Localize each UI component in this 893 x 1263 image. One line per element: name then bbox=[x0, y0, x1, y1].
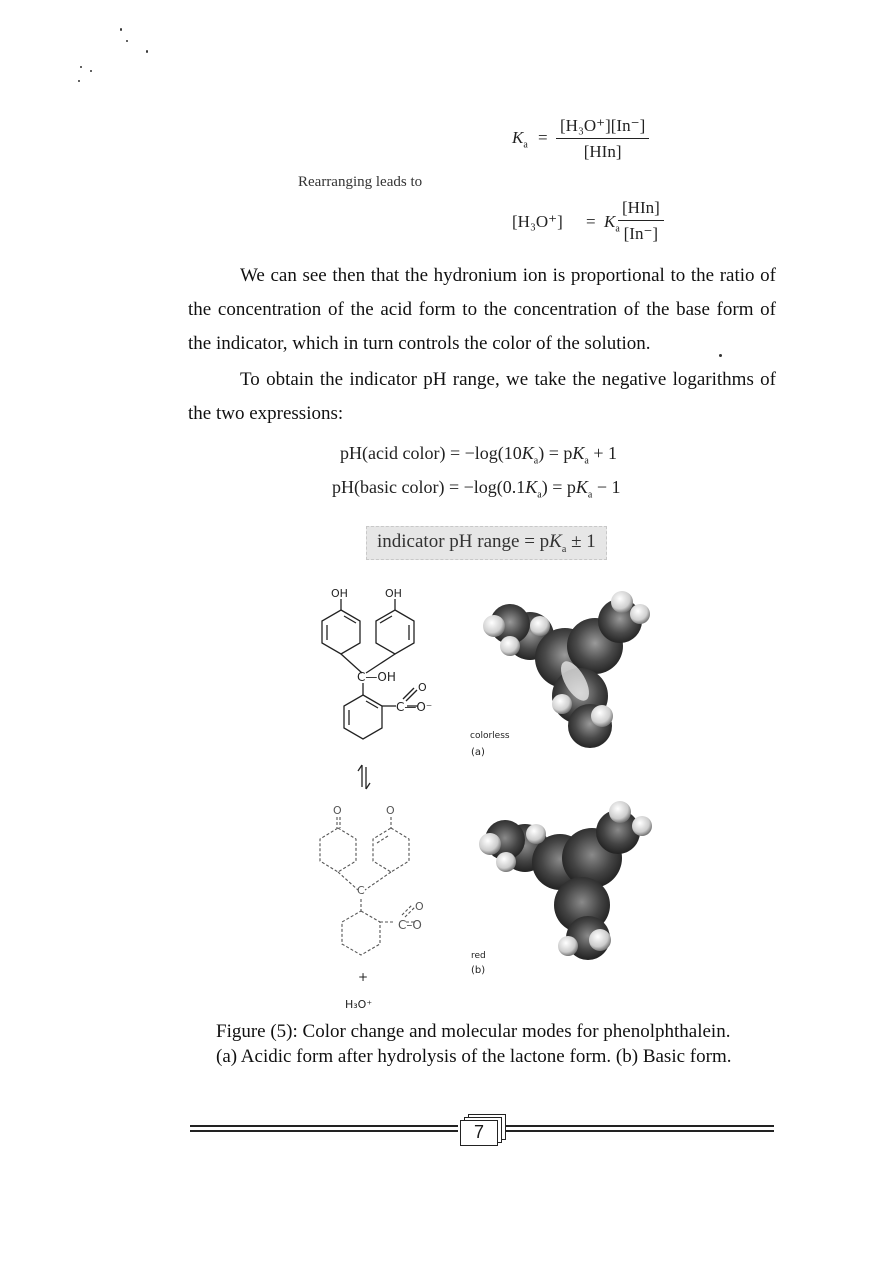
h3o-lhs: [H₃O⁺] bbox=[512, 212, 563, 231]
label-c-oh: C—OH bbox=[357, 670, 396, 684]
h3o-numerator: [HIn] bbox=[618, 198, 664, 221]
label-o-left: O bbox=[333, 804, 342, 817]
ph-basic-k: K bbox=[525, 477, 538, 497]
ph-basic-rhs: − 1 bbox=[596, 477, 621, 497]
molecular-model-b bbox=[470, 800, 660, 970]
ph-basic-sub: a bbox=[537, 489, 542, 501]
footer-rule-left-top bbox=[190, 1125, 458, 1127]
phenolphthalein-structures bbox=[300, 585, 460, 1015]
ph-basic-mid: ) = p bbox=[541, 477, 576, 497]
ka-subscript: a bbox=[523, 139, 528, 151]
label-oh-right: OH bbox=[385, 587, 402, 600]
model-b-tag: (b) bbox=[471, 965, 486, 976]
figure-caption-line1: Figure (5): Color change and molecular modes for phenolphthalein. bbox=[216, 1021, 731, 1042]
ph-acid-rhs: + 1 bbox=[593, 443, 617, 463]
range-text: indicator pH range = p bbox=[377, 531, 550, 552]
ph-acid-lhs: pH(acid color) = −log(10 bbox=[340, 443, 522, 463]
h3o-denominator: [In⁻] bbox=[623, 224, 659, 243]
paragraph-hydronium: We can see then that the hydronium ion is proportional to the ratio of the concentration of the acid form to the concentration of the base form of the indicator, which in turn controls the color of the solution. bbox=[188, 265, 776, 354]
h3o-k-subscript: a bbox=[615, 223, 620, 235]
footer-rule-right-bottom bbox=[506, 1130, 774, 1132]
ph-acid-k: K bbox=[521, 443, 534, 463]
ka-equals: = bbox=[538, 128, 548, 147]
figure-caption-line2: (a) Acidic form after hydrolysis of the lactone form. (b) Basic form. bbox=[216, 1046, 732, 1067]
h3o-k-symbol: K bbox=[604, 212, 616, 231]
ph-basic-lhs: pH(basic color) = −log(0.1 bbox=[332, 477, 526, 497]
page-number: 7 bbox=[460, 1120, 498, 1146]
ph-basic-sub2: a bbox=[587, 489, 593, 501]
ph-acid-sub: a bbox=[533, 455, 539, 467]
label-c-o: C–O bbox=[398, 918, 422, 932]
rearranging-text: Rearranging leads to bbox=[298, 174, 423, 190]
ka-fraction bbox=[556, 116, 649, 162]
h3o-equals: = bbox=[586, 212, 596, 231]
range-pm: ± 1 bbox=[571, 531, 596, 552]
label-h3o: H₃O⁺ bbox=[345, 998, 373, 1011]
range-sub: a bbox=[561, 543, 567, 555]
label-coo: C—O⁻ bbox=[396, 700, 433, 714]
model-a-color-label: colorless bbox=[470, 731, 510, 741]
h3o-fraction bbox=[618, 198, 664, 244]
ka-equation bbox=[512, 116, 672, 166]
ph-acid-sub2: a bbox=[584, 455, 589, 467]
indicator-range-box bbox=[366, 526, 607, 560]
footer-rule-right-top bbox=[506, 1125, 774, 1127]
ph-acid-equation bbox=[340, 443, 617, 467]
ph-acid-mid: ) = p bbox=[538, 443, 573, 463]
h3o-equation bbox=[512, 198, 682, 248]
ph-basic-k2: K bbox=[575, 477, 588, 497]
label-o-right: O bbox=[386, 804, 395, 817]
range-k: K bbox=[549, 531, 562, 552]
ka-numerator: [H₃O⁺][In⁻] bbox=[556, 116, 649, 139]
label-carbonyl-o: O bbox=[418, 681, 427, 694]
label-o-upper: O bbox=[415, 900, 424, 913]
footer-rule-left-bottom bbox=[190, 1130, 458, 1132]
label-oh-left: OH bbox=[331, 587, 348, 600]
ph-acid-k2: K bbox=[572, 443, 585, 463]
paragraph-ph-range: To obtain the indicator pH range, we take the negative logarithms of the two expressions: bbox=[188, 369, 776, 424]
label-plus: + bbox=[358, 970, 369, 984]
ph-basic-equation bbox=[332, 477, 621, 501]
label-central-c: C bbox=[357, 884, 365, 897]
ka-denominator: [HIn] bbox=[583, 142, 622, 161]
model-b-color-label: red bbox=[471, 951, 486, 961]
model-a-tag: (a) bbox=[471, 747, 485, 758]
ka-symbol: K bbox=[512, 128, 524, 147]
